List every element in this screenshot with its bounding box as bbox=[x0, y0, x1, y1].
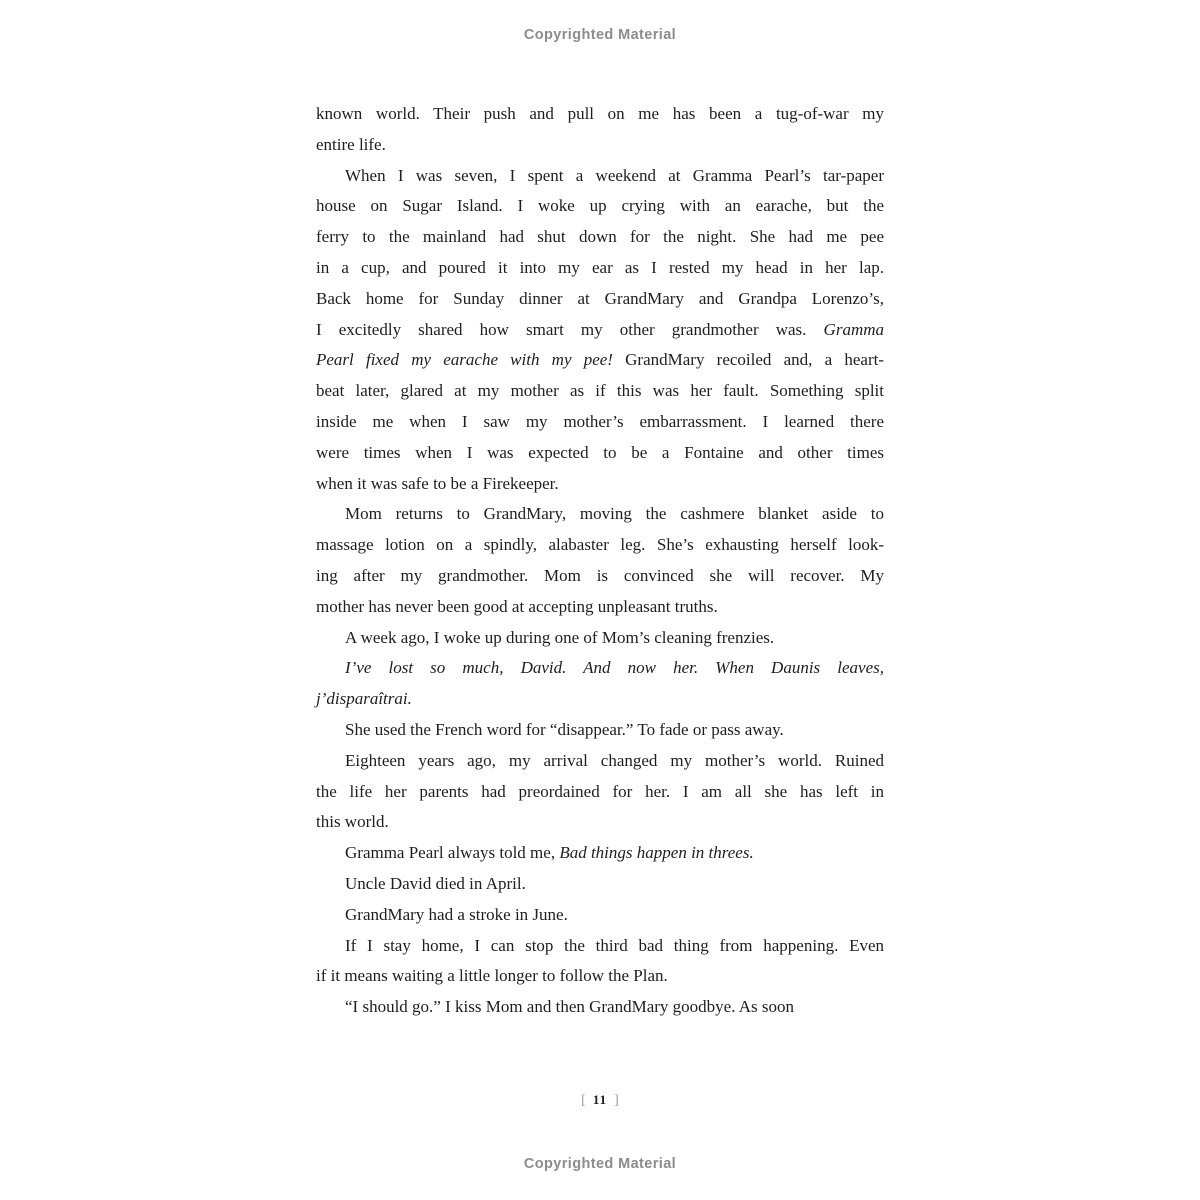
text-segment: entire life. bbox=[316, 134, 386, 154]
text-line bbox=[316, 900, 884, 931]
text-line bbox=[316, 746, 884, 777]
text-segment: were times when I was expected to be a Fontaine and other times bbox=[316, 442, 884, 462]
folio-bracket-right: ] bbox=[614, 1093, 619, 1108]
text-segment: in a cup, and poured it into my ear as I rested my head in her lap. bbox=[316, 257, 884, 277]
text-segment: When I was seven, I spent a weekend at Gramma Pearl’s tar-paper bbox=[345, 165, 884, 185]
page-number-folio bbox=[0, 1092, 1200, 1109]
text-line bbox=[316, 777, 884, 808]
text-line bbox=[316, 315, 884, 346]
italic-text-segment: Bad things happen in threes. bbox=[559, 843, 754, 863]
text-line bbox=[316, 561, 884, 592]
text-line bbox=[316, 438, 884, 469]
text-segment: if it means waiting a little longer to follow the Plan. bbox=[316, 966, 668, 986]
text-segment: If I stay home, I can stop the third bad thing from happening. Even bbox=[345, 935, 884, 955]
text-segment: beat later, glared at my mother as if this was her fault. Something split bbox=[316, 381, 884, 401]
text-segment: “I should go.” I kiss Mom and then GrandMary goodbye. As soon bbox=[345, 997, 795, 1017]
text-line bbox=[316, 623, 884, 654]
text-segment: Uncle David died in April. bbox=[345, 873, 526, 893]
page-number: 11 bbox=[592, 1092, 608, 1107]
text-segment: Back home for Sunday dinner at GrandMary and Grandpa Lorenzo’s, bbox=[316, 288, 884, 308]
text-line bbox=[316, 499, 884, 530]
text-segment: when it was safe to be a Firekeeper. bbox=[316, 473, 559, 493]
text-segment: the life her parents had preordained for her. I am all she has left in bbox=[316, 781, 884, 801]
text-segment: A week ago, I woke up during one of Mom’s cleaning frenzies. bbox=[345, 627, 775, 647]
text-segment: mother has never been good at accepting unpleasant truths. bbox=[316, 596, 718, 616]
text-line bbox=[316, 592, 884, 623]
text-line bbox=[316, 161, 884, 192]
text-line bbox=[316, 469, 884, 500]
text-line bbox=[316, 931, 884, 962]
copyright-notice-bottom: Copyrighted Material bbox=[523, 1156, 677, 1172]
text-line bbox=[316, 376, 884, 407]
italic-text-segment: j’disparaîtrai. bbox=[316, 689, 412, 709]
text-line bbox=[316, 807, 884, 838]
text-line bbox=[316, 715, 884, 746]
text-segment: inside me when I saw my mother’s embarrassment. I learned there bbox=[316, 411, 884, 431]
text-segment: She used the French word for “disappear.” To fade or pass away. bbox=[345, 719, 784, 739]
text-segment: massage lotion on a spindly, alabaster leg. She’s exhausting herself look- bbox=[316, 535, 884, 555]
copyright-notice-top: Copyrighted Material bbox=[523, 27, 677, 43]
text-segment: GrandMary had a stroke in June. bbox=[345, 904, 568, 924]
text-segment: known world. Their push and pull on me has been a tug-of-war my bbox=[316, 104, 884, 123]
text-line bbox=[316, 869, 884, 900]
text-segment: Gramma Pearl always told me, bbox=[345, 843, 560, 863]
text-line bbox=[316, 284, 884, 315]
text-segment: I excitedly shared how smart my other grandmother was. bbox=[316, 319, 824, 339]
text-line bbox=[316, 222, 884, 253]
folio-bracket-left: [ bbox=[581, 1093, 586, 1108]
text-line bbox=[316, 253, 884, 284]
text-segment: ferry to the mainland had shut down for the night. She had me pee bbox=[316, 227, 884, 247]
text-line bbox=[316, 407, 884, 438]
text-line bbox=[316, 345, 884, 376]
text-line bbox=[316, 684, 884, 715]
italic-text-segment: Pearl fixed my earache with my pee! bbox=[316, 350, 613, 370]
text-line bbox=[316, 191, 884, 222]
text-line bbox=[316, 838, 884, 869]
text-segment: this world. bbox=[316, 812, 389, 832]
text-segment: GrandMary recoiled and, a heart- bbox=[612, 350, 884, 370]
body-text bbox=[316, 99, 884, 1023]
text-line bbox=[316, 530, 884, 561]
text-segment: Mom returns to GrandMary, moving the cashmere blanket aside to bbox=[345, 504, 884, 524]
text-segment: house on Sugar Island. I woke up crying with an earache, but the bbox=[316, 196, 884, 216]
text-segment: ing after my grandmother. Mom is convinced she will recover. My bbox=[316, 565, 884, 585]
text-segment: Eighteen years ago, my arrival changed my mother’s world. Ruined bbox=[345, 750, 884, 770]
text-line bbox=[316, 653, 884, 684]
text-line bbox=[316, 961, 884, 992]
italic-text-segment: I’ve lost so much, David. And now her. When Daunis leaves, bbox=[345, 658, 884, 678]
text-line bbox=[316, 130, 884, 161]
italic-text-segment: Gramma bbox=[823, 319, 884, 339]
text-line bbox=[316, 99, 884, 130]
text-line bbox=[316, 992, 884, 1023]
